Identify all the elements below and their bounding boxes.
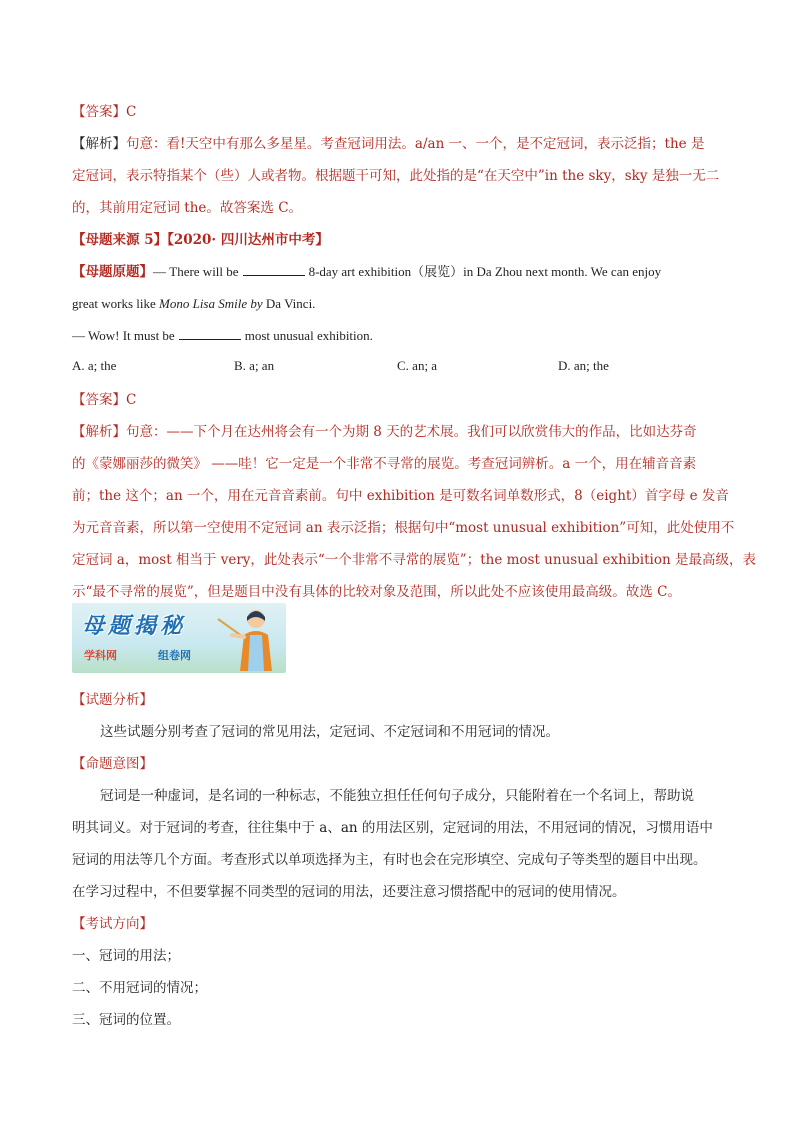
answer-label: 【答案】 — [72, 104, 126, 120]
intent-text: 冠词是一种虚词，是名词的一种标志，不能独立担任任何句子成分，只能附着在一个名词上，帮助说 — [100, 788, 694, 804]
option-a: A. a; the — [72, 358, 117, 373]
question-line-3 — [72, 326, 732, 346]
test-analysis-text: 这些试题分别考查了冠词的常见用法，定冠词、不定冠词和不用冠词的情况。 — [100, 724, 559, 740]
question-text: great works like — [72, 296, 160, 311]
analysis-text: 句意：看!天空中有那么多星星。考查冠词用法。a/an 一、一个，是不定冠词，表示泛指；the 是 — [126, 136, 705, 152]
analysis-text: 的，其前用定冠词 the。故答案选 C。 — [72, 200, 303, 216]
answer-line-1 — [72, 102, 732, 122]
analysis-text: 定冠词，表示特指某个（些）人或者物。根据题干可知，此处指的是“在天空中”in the sky，sky 是独一无二 — [72, 168, 720, 184]
intent-text: 在学习过程中，不但要掌握不同类型的冠词的用法，还要注意习惯搭配中的冠词的使用情况。 — [72, 884, 626, 900]
option-c: C. an; a — [397, 358, 438, 373]
answer-blank-1 — [243, 262, 305, 276]
source-value: 【2020· 四川达州市中考】 — [167, 232, 329, 248]
direction-item: 三、冠词的位置。 — [72, 1012, 180, 1028]
analysis-text: 为元音音素，所以第一空使用不定冠词 an 表示泛指；根据句中“most unusual exhibition”可知，此处使用不 — [72, 520, 735, 536]
direction-item: 二、不用冠词的情况； — [72, 980, 207, 996]
question-text: 8-day art exhibition（展览）in Da Zhou next month. We can enjoy — [308, 264, 662, 279]
analysis-text: 句意：——下个月在达州将会有一个为期 8 天的艺术展。我们可以欣赏伟大的作品，比如达芬奇 — [126, 424, 697, 440]
question-line-2 — [72, 294, 732, 314]
banner-title: 母题揭秘 — [82, 614, 187, 639]
intent-text: 明其词义。对于冠词的考查，往往集中于 a、an 的用法区别，定冠词的用法，不用冠词的情况，习惯用语中 — [72, 820, 713, 836]
question-text: — There will be — [153, 264, 239, 279]
zujuanwang-logo: 组卷网 — [158, 649, 191, 662]
artwork-title: Mono Lisa Smile by — [159, 296, 263, 311]
source-line — [72, 230, 732, 250]
analysis-label: 【解析】 — [72, 136, 126, 152]
source-label: 【母题来源 5】 — [72, 232, 168, 248]
analysis-text: 前；the 这个；an 一个，用在元音音素前。句中 exhibition 是可数名词单数形式，8（eight）首字母 e 发音 — [72, 488, 729, 504]
test-analysis-label: 【试题分析】 — [72, 692, 153, 708]
teacher-illustration-icon — [216, 605, 280, 671]
xuekewang-logo: 学科网 — [84, 649, 117, 662]
question-text: Da Vinci. — [262, 296, 316, 311]
analysis-line-1 — [72, 134, 732, 154]
question-text: most unusual exhibition. — [244, 328, 373, 343]
analysis-line-2 — [72, 422, 732, 442]
analysis-label: 【解析】 — [72, 424, 126, 440]
question-line-1 — [72, 262, 732, 282]
question-text: — Wow! It must be — [72, 328, 175, 343]
answer-label: 【答案】 — [72, 392, 126, 408]
option-b: B. a; an — [234, 358, 275, 373]
intent-text: 冠词的用法等几个方面。考查形式以单项选择为主，有时也会在完形填空、完成句子等类型的题目中出现。 — [72, 852, 707, 868]
option-d: D. an; the — [558, 358, 609, 373]
answer-value: C — [126, 104, 137, 120]
answer-line-2 — [72, 390, 732, 410]
question-label: 【母题原题】 — [72, 264, 153, 280]
direction-label: 【考试方向】 — [72, 916, 153, 932]
answer-value: C — [126, 392, 137, 408]
direction-item: 一、冠词的用法； — [72, 948, 180, 964]
section-banner — [72, 603, 286, 673]
intent-label: 【命题意图】 — [72, 756, 153, 772]
analysis-text: 定冠词 a，most 相当于 very，此处表示“一个非常不寻常的展览”；the most unusual exhibition 是最高级，表 — [72, 552, 756, 568]
analysis-text: 示“最不寻常的展览”，但是题目中没有具体的比较对象及范围，所以此处不应该使用最高级。故选 C。 — [72, 584, 681, 600]
analysis-text: 的《蒙娜丽莎的微笑》 ——哇！它一定是一个非常不寻常的展览。考查冠词辨析。a 一个，用在辅音音素 — [72, 456, 697, 472]
answer-blank-2 — [179, 326, 241, 340]
